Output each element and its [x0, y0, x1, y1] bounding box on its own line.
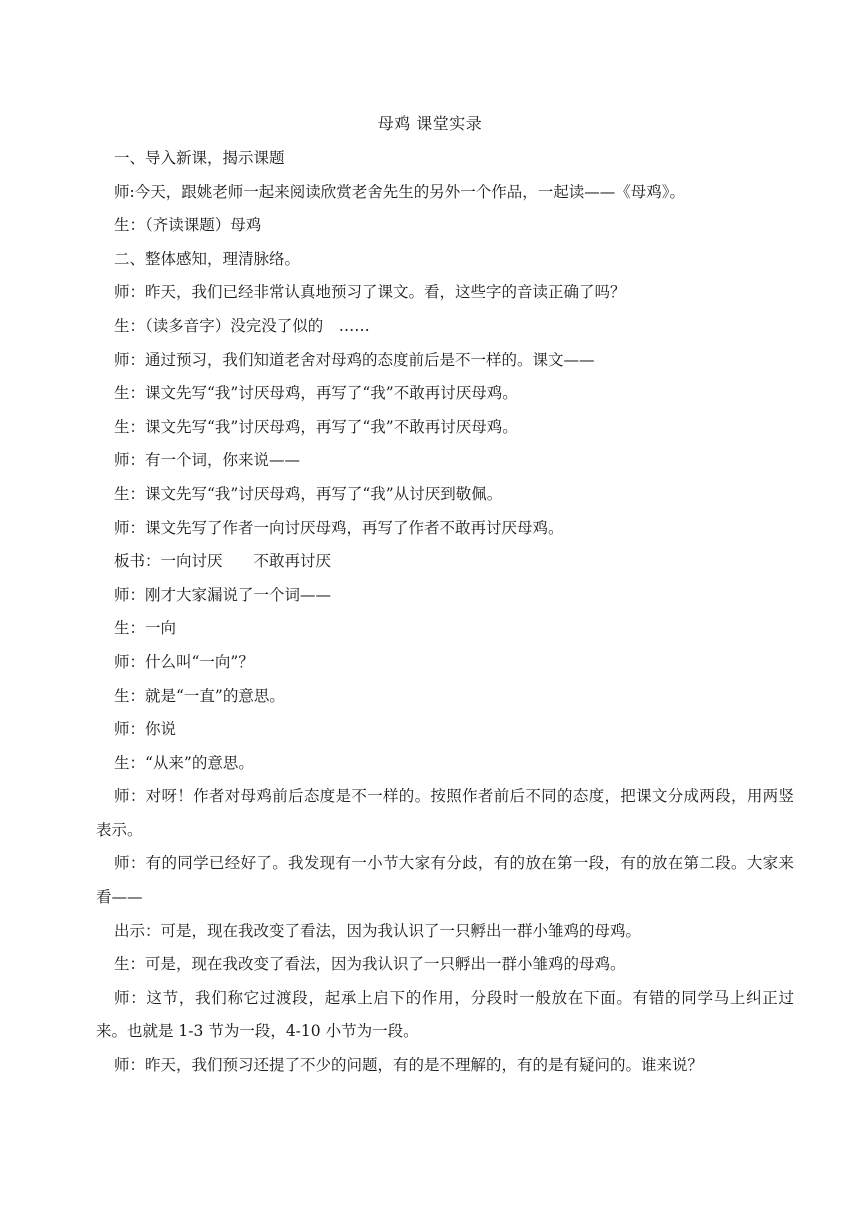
dialogue-line: 师：昨天，我们已经非常认真地预习了课文。看，这些字的音读正确了吗？	[114, 283, 626, 302]
dialogue-line: 师：这节，我们称它过渡段，起承上启下的作用，分段时一般放在下面。有错的同学马上纠正过来。也就是 1-3 节为一段，4-10 小节为一段。	[96, 988, 794, 1041]
document-title: 母鸡 课堂实录	[377, 114, 483, 133]
dialogue-line: 生：课文先写“我”讨厌母鸡，再写了“我”不敢再讨厌母鸡。	[114, 384, 518, 403]
dialogue-line: 生：“从来”的意思。	[114, 753, 254, 772]
dialogue-line: 生：可是，现在我改变了看法，因为我认识了一只孵出一群小雏鸡的母鸡。	[114, 955, 626, 974]
section-heading: 一、导入新课，揭示课题	[114, 149, 285, 167]
display-note: 出示：可是，现在我改变了看法，因为我认识了一只孵出一群小雏鸡的母鸡。	[114, 921, 642, 940]
dialogue-line: 师：什么叫“一向”？	[114, 652, 254, 671]
document-body	[96, 142, 794, 1083]
dialogue-line: 师：昨天，我们预习还提了不少的问题，有的是不理解的，有的是有疑问的。谁来说？	[114, 1056, 704, 1075]
dialogue-line: 生：课文先写“我”讨厌母鸡，再写了“我”不敢再讨厌母鸡。	[114, 417, 518, 436]
dialogue-line: 师：有的同学已经好了。我发现有一小节大家有分歧，有的放在第一段，有的放在第二段。大家来看——	[96, 854, 794, 907]
dialogue-line: 师：对呀！作者对母鸡前后态度是不一样的。按照作者前后不同的态度，把课文分成两段，用两竖表示。	[96, 787, 794, 839]
dialogue-line: 师：你说	[114, 720, 177, 739]
dialogue-line: 生：（读多音字）没完没了似的 ……	[114, 316, 370, 335]
dialogue-line: 生：（齐读课题）母鸡	[114, 216, 262, 235]
dialogue-line: 生：一向	[114, 619, 177, 638]
dialogue-line: 师：有一个词，你来说——	[114, 451, 301, 470]
dialogue-line: 生：就是“一直”的意思。	[114, 686, 285, 705]
dialogue-line: 师：通过预习，我们知道老舍对母鸡的态度前后是不一样的。课文——	[114, 350, 595, 369]
blackboard-note: 板书：一向讨厌 不敢再讨厌	[114, 552, 332, 571]
section-heading: 二、整体感知，理清脉络。	[114, 249, 301, 268]
dialogue-line: 生：课文先写“我”讨厌母鸡，再写了“我”从讨厌到敬佩。	[114, 484, 503, 503]
dialogue-line: 师：刚才大家漏说了一个词——	[114, 585, 332, 604]
dialogue-line: 师:今天，跟姚老师一起来阅读欣赏老舍先生的另外一个作品，一起读——《母鸡》。	[114, 182, 685, 201]
dialogue-line: 师：课文先写了作者一向讨厌母鸡，再写了作者不敢再讨厌母鸡。	[114, 518, 564, 537]
